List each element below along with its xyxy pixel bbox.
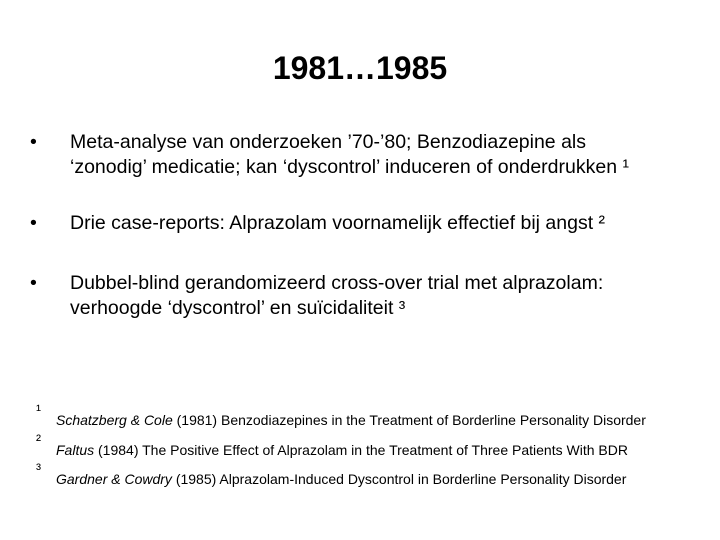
reference-marker: ² — [36, 432, 41, 449]
bullet-text-line: verhoogde ‘dyscontrol’ en suïcidaliteit ³ — [70, 297, 406, 319]
bullet-text-line: Meta-analyse van onderzoeken ’70-’80; Benzodiazepine als — [70, 131, 586, 153]
reference-text — [56, 442, 628, 458]
reference-marker: ¹ — [36, 402, 41, 419]
bullet-marker: • — [30, 131, 37, 153]
slide-title: 1981…1985 — [272, 50, 448, 86]
bullet-item — [30, 271, 720, 321]
reference-text — [56, 471, 626, 487]
reference-authors: Faltus — [56, 442, 95, 458]
bullet-text-line: ‘zonodig’ medicatie; kan ‘dyscontrol’ induceren of onderdrukken ¹ — [70, 156, 629, 178]
reference-text — [56, 412, 646, 428]
bullet-marker: • — [30, 272, 37, 294]
reference-authors: Gardner & Cowdry — [56, 471, 172, 487]
bullet-item — [30, 211, 720, 236]
reference-marker: ³ — [36, 461, 41, 478]
bullet-text-line: Drie case-reports: Alprazolam voornamelijk effectief bij angst ² — [70, 212, 606, 234]
reference-title: (1985) Alprazolam-Induced Dyscontrol in Borderline Personality Disorder — [171, 471, 627, 487]
reference-title: (1981) Benzodiazepines in the Treatment of Borderline Personality Disorder — [172, 412, 646, 428]
bullet-marker: • — [30, 212, 37, 234]
reference-authors: Schatzberg & Cole — [56, 412, 173, 428]
bullet-item — [30, 130, 720, 180]
reference-title: (1984) The Positive Effect of Alprazolam in the Treatment of Three Patients With BDR — [94, 442, 628, 458]
bullet-text-line: Dubbel-blind gerandomizeerd cross-over trial met alprazolam: — [70, 272, 604, 294]
